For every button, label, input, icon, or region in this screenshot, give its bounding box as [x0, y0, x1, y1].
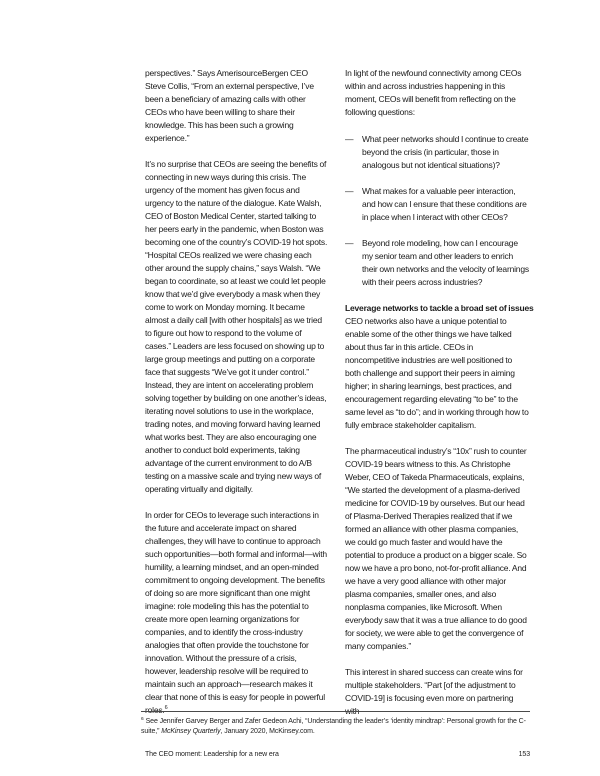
paragraph: The pharmaceutical industry’s “10x” rush to counter COVID-19 bears witness to this. As Christophe Weber, CEO of Takeda Pharmaceuticals, explains, “We started the development of a plasma-derived medicine for COVID-19 by ourselves. But our head of Plasma-Derived Therapies realized that if we formed an alliance with other plasma companies, we could go much faster and would have the potential to produce a product on a bigger scale. So now we have a pro bono, not-for-profit alliance. And we have a very good alliance with other major plasma companies, smaller ones, and also nonplasma companies, like Microsoft. When everybody saw that it was a true alliance to do good for society, we were able to get the convergence of many companies.”	[345, 446, 527, 651]
left-column	[145, 67, 329, 731]
page-number: 153	[518, 751, 530, 758]
text-columns	[145, 67, 534, 731]
footnote-marker: 6	[141, 716, 144, 722]
page-footer	[145, 751, 530, 758]
bullet-item	[345, 185, 529, 224]
footnote-reference: 6	[164, 705, 168, 712]
bullet-item	[345, 133, 529, 172]
footnote-italic-title: McKinsey Quarterly	[161, 727, 221, 735]
paragraph-continuation: perspectives.” Says AmerisourceBergen CEO Steve Collis, “From an external perspective, I’ve been a beneficiary of amazing calls with other CEOs who have been willing to share their knowledge. This has been such a growing experience.”	[145, 68, 314, 143]
paragraph	[145, 509, 329, 717]
paragraph: It’s no surprise that CEOs are seeing the benefits of connecting in new ways during this crisis. The urgency of the moment has given focus and urgency to the nature of the dialogue. Kate Walsh, CEO of Boston Medical Center, started talking to her peers early in the pandemic, when Boston was becoming one of the country’s COVID-19 hot spots. “Hospital CEOs realized we were chasing each other around the supply chains,” says Walsh. “We began to coordinate, so at least we could let people know that we’d give everybody a mask when they come to work on Monday morning. It became almost a daily call [with other hospitals] as we tried to figure out how to respond to the volume of cases.” Leaders are less focused on showing up to large group meetings and putting on a corporate face that suggests “We’ve got it under control.” Instead, they are intent on accelerating problem solving together by building on one another’s ideas, iterating novel solutions to use in the workplace, trading notes, and moving forward having learned what works best. They are also encouraging one another to conduct bold experiments, taking advantage of the current environment to do A/B testing on a massive scale and trying new ways of operating virtually and digitally.	[145, 159, 328, 494]
bullet-dash: —	[345, 238, 354, 248]
bullet-text: What peer networks should I continue to create beyond the crisis (in particular, those in analogous but not identical situations)?	[362, 134, 529, 170]
paragraph-intro: In light of the newfound connectivity among CEOs within and across industries happening in this moment, CEOs will benefit from reflecting on the following questions:	[345, 68, 522, 117]
footnote-text-after: , January 2020, McKinsey.com.	[220, 727, 315, 735]
bullet-text: What makes for a valuable peer interaction, and how can I ensure that these conditions are in place when I interact with other CEOs?	[362, 186, 527, 222]
section-heading: Leverage networks to tackle a broad set of issues	[345, 303, 534, 313]
paragraph: CEO networks also have a unique potential to enable some of the other things we have talked about thus far in this article. CEOs in noncompetitive industries are well positioned to both challenge and support their peers in aiming higher; in sharing learnings, best practices, and encouragement regarding elevating “to be” to the same level as “to do”; and in working through how to fully embrace stakeholder capitalism.	[345, 316, 529, 430]
footnote	[141, 711, 530, 736]
bullet-dash: —	[345, 186, 354, 196]
paragraph-text: In order for CEOs to leverage such interactions in the future and accelerate impact on shared challenges, they will have to continue to approach such opportunities—both formal and informal—with humility, a learning mindset, and an open-minded commitment to ongoing development. The benefits of doing so are more significant than one might imagine: role modeling this has the potential to create more open learning organizations for companies, and to identify the cross-industry analogies that often provide the touchstone for innovation. Without the pressure of a crisis, however, leadership resolve will be required to maintain such an approach—research makes it clear that none of this is easy for people in powerful roles.	[145, 510, 327, 715]
paragraph-partial: This interest in shared success can create wins for multiple stakeholders. “Part [of the adjustment to COVID-19] is focusing even more on partnering with	[345, 667, 523, 716]
right-column	[345, 67, 534, 731]
bullet-dash: —	[345, 134, 354, 144]
bullet-text: Beyond role modeling, how can I encourage my senior team and other leaders to enrich their own networks and the velocity of learnings with their peers across industries?	[362, 238, 529, 287]
bullet-list	[345, 133, 529, 289]
footnote-text: See Jennifer Garvey Berger and Zafer Gedeon Achi, “Understanding the leader’s ‘identity mindtrap’: Personal growth for the C-suite,”	[141, 718, 526, 735]
bullet-item	[345, 237, 529, 289]
footer-report-title: The CEO moment: Leadership for a new era	[145, 751, 279, 758]
